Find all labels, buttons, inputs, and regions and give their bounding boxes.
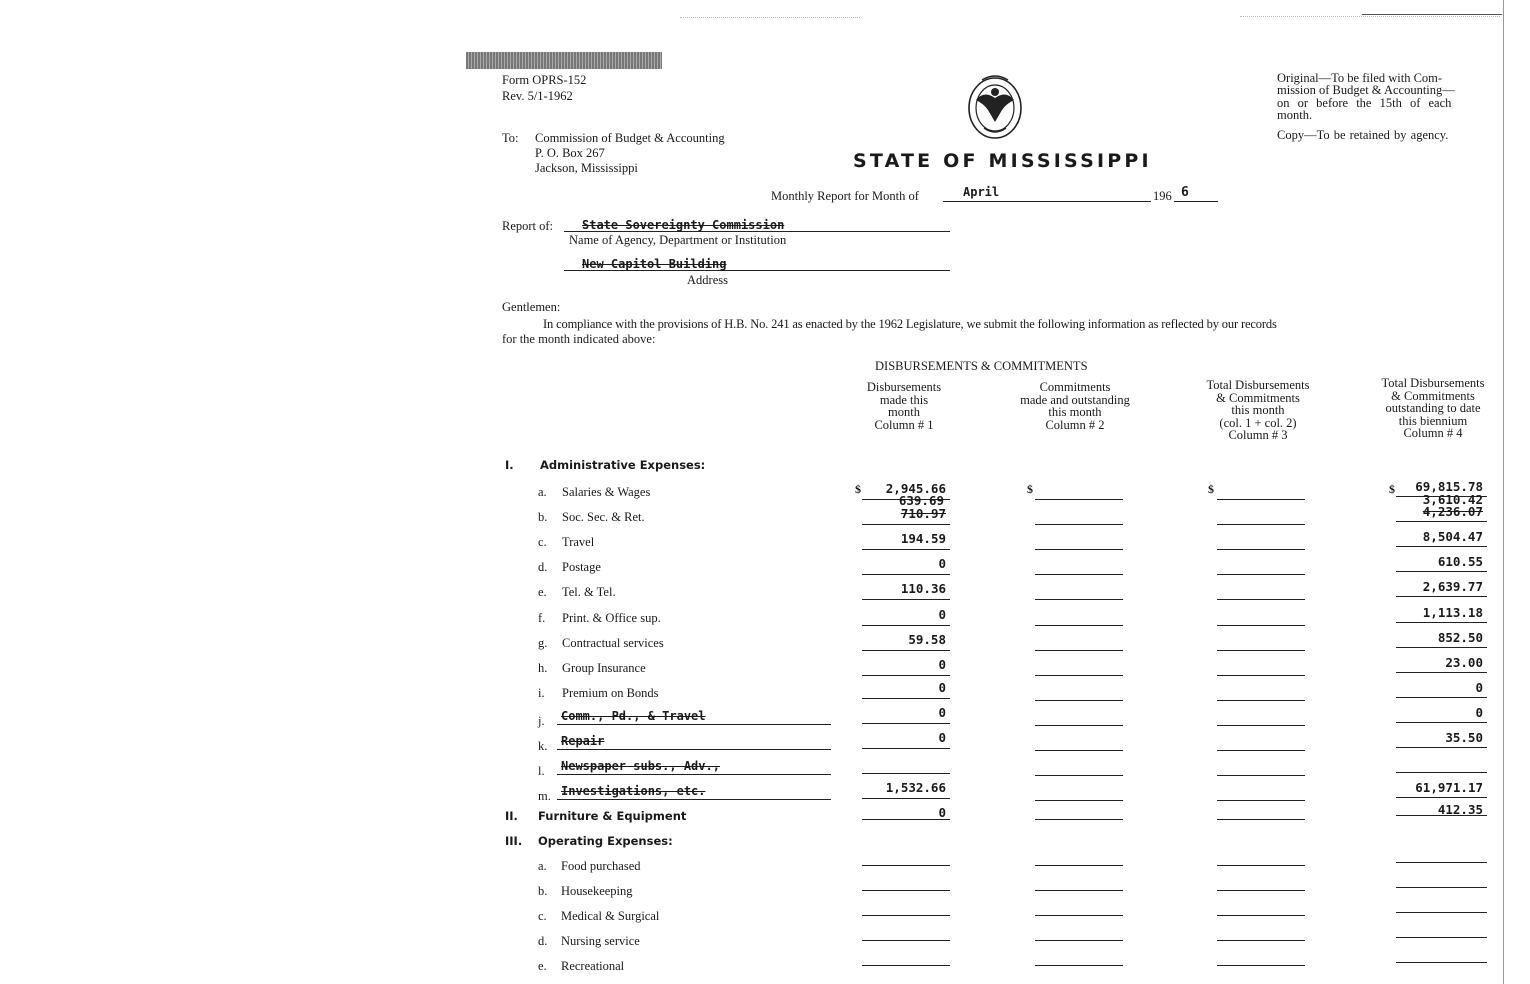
column-header-3: Total Disbursements & Commitments this month (col. 1 + col. 2) Column # 3	[1206, 378, 1310, 443]
row-label: Investigations, etc.	[561, 784, 706, 798]
row-col4-line	[1396, 797, 1487, 798]
row-col4-value: 0	[1475, 680, 1483, 695]
row-col1-value: 0	[938, 680, 946, 695]
report-of-label: Report of:	[502, 219, 554, 233]
salutation: Gentlemen:	[502, 300, 561, 314]
operating-col3-line	[1217, 890, 1305, 891]
row-col4-value: 35.50	[1445, 730, 1483, 745]
row-col1-line	[862, 698, 950, 699]
row-letter: d.	[538, 560, 548, 574]
row-col4-line	[1396, 546, 1487, 547]
row-col4-value: 69,815.78	[1415, 479, 1483, 494]
scan-artifact-bar	[466, 52, 662, 69]
row-col3-line	[1217, 675, 1305, 676]
row-col4-value: 852.50	[1437, 630, 1483, 645]
instruction-original-2: mission of Budget & Accounting—	[1277, 83, 1455, 97]
row-label: Salaries & Wages	[562, 485, 651, 499]
operating-row-letter: e.	[538, 959, 547, 973]
scan-artifact-line	[680, 17, 860, 18]
operating-col4-line	[1396, 862, 1487, 863]
row-col1-extra-value: 639.69	[898, 493, 944, 508]
row-label: Postage	[562, 560, 601, 574]
agency-address: New Capitol Building	[582, 257, 727, 271]
row-col3-line	[1217, 700, 1305, 701]
row-col4-line	[1396, 596, 1487, 597]
operating-col2-line	[1035, 865, 1123, 866]
operating-col1-line	[862, 865, 950, 866]
row-col2-line	[1035, 574, 1123, 575]
row-col1-value: 0	[938, 607, 946, 622]
row-col3-line	[1217, 650, 1305, 651]
row-col2-line	[1035, 675, 1123, 676]
row-col1-line	[862, 773, 950, 774]
row-col4-value: 4,236.07	[1422, 504, 1483, 519]
currency-symbol-col1: $	[855, 482, 861, 496]
letter-line-2: for the month indicated above:	[502, 332, 656, 346]
column-header-2: Commitments made and outstanding this month Column # 2	[1020, 380, 1130, 432]
row-col4-line	[1396, 722, 1487, 723]
instruction-original-4: month.	[1277, 108, 1313, 122]
operating-row-letter: c.	[538, 909, 547, 923]
row-col2-line	[1035, 700, 1123, 701]
row-col1-line	[862, 625, 950, 626]
report-month-label: Monthly Report for Month of	[771, 189, 919, 203]
row-col4-line	[1396, 521, 1487, 522]
row-col1-value: 59.58	[908, 632, 946, 647]
section-numeral-3: III.	[505, 834, 523, 848]
instruction-original-3: on or before the 15th of each	[1277, 96, 1452, 110]
row-label-line	[557, 749, 831, 750]
section-label-operating: Operating Expenses:	[538, 834, 673, 848]
section-label-furniture: Furniture & Equipment	[538, 809, 687, 823]
operating-col3-line	[1217, 865, 1305, 866]
row-col1-value: 110.36	[900, 581, 946, 596]
row-col4-value: 23.00	[1445, 655, 1483, 670]
row-col2-line	[1035, 775, 1123, 776]
row-col2-line	[1035, 750, 1123, 751]
row-col3-line	[1217, 775, 1305, 776]
row-col1-value: 0	[938, 556, 946, 571]
row-col1-value: 2,945.66	[885, 481, 946, 496]
row-label: Soc. Sec. & Ret.	[562, 510, 645, 524]
row-col2-line	[1035, 499, 1123, 500]
row-col3-line	[1217, 625, 1305, 626]
operating-col3-line	[1217, 965, 1305, 966]
furniture-col2-line	[1035, 819, 1123, 820]
operating-row-letter: b.	[538, 884, 548, 898]
operating-col4-line	[1396, 937, 1487, 938]
row-col4-line	[1396, 647, 1487, 648]
row-letter: i.	[538, 686, 545, 700]
row-col4-value: 1,113.18	[1422, 605, 1483, 620]
operating-col2-line	[1035, 940, 1123, 941]
operating-row-label: Housekeeping	[561, 884, 633, 898]
row-col3-line	[1217, 800, 1305, 801]
operating-col3-line	[1217, 915, 1305, 916]
row-col2-line	[1035, 650, 1123, 651]
report-year-prefix: 196	[1153, 189, 1172, 203]
row-col4-value: 0	[1475, 705, 1483, 720]
operating-row-letter: d.	[538, 934, 548, 948]
row-col4-line	[1396, 772, 1487, 773]
row-col2-line	[1035, 725, 1123, 726]
section-numeral-2: II.	[505, 809, 518, 823]
operating-col1-line	[862, 965, 950, 966]
row-col2-line	[1035, 549, 1123, 550]
row-col3-line	[1217, 725, 1305, 726]
row-col4-line	[1396, 571, 1487, 572]
currency-symbol-col3: $	[1208, 482, 1214, 496]
table-heading: DISBURSEMENTS & COMMITMENTS	[875, 359, 1088, 373]
row-col1-line	[862, 549, 950, 550]
row-col1-line	[862, 748, 950, 749]
row-col1-value: 1,532.66	[885, 780, 946, 795]
row-col3-line	[1217, 599, 1305, 600]
row-letter: f.	[538, 611, 546, 625]
row-col1-line	[862, 675, 950, 676]
row-col2-line	[1035, 524, 1123, 525]
operating-col2-line	[1035, 890, 1123, 891]
agency-caption: Name of Agency, Department or Institution	[569, 233, 787, 247]
operating-col4-line	[1396, 912, 1487, 913]
row-letter: g.	[538, 636, 548, 650]
row-col1-line	[862, 599, 950, 600]
form-revision: Rev. 5/1-1962	[502, 89, 573, 103]
row-col4-value: 610.55	[1437, 554, 1483, 569]
instruction-original-1: Original—To be filed with Com-	[1277, 71, 1443, 85]
row-col1-value: 0	[938, 657, 946, 672]
page-edge-top	[1362, 14, 1502, 15]
row-col4-line	[1396, 622, 1487, 623]
to-line-1: Commission of Budget & Accounting	[535, 131, 725, 145]
furniture-col4-value: 412.35	[1437, 802, 1483, 817]
row-letter: k.	[538, 739, 548, 753]
row-col4-line	[1396, 697, 1487, 698]
row-label: Group Insurance	[562, 661, 646, 675]
operating-row-label: Nursing service	[561, 934, 640, 948]
year-underline	[1174, 201, 1218, 202]
column-header-1: Disbursements made this month Column # 1	[866, 380, 942, 432]
row-letter: m.	[538, 789, 551, 803]
row-letter: l.	[538, 764, 545, 778]
row-letter: h.	[538, 661, 548, 675]
to-line-2: P. O. Box 267	[535, 146, 605, 160]
operating-col1-line	[862, 890, 950, 891]
row-label: Print. & Office sup.	[562, 611, 661, 625]
row-label: Tel. & Tel.	[562, 585, 616, 599]
operating-row-letter: a.	[538, 859, 547, 873]
section-numeral-1: I.	[505, 458, 514, 472]
row-label: Comm., Pd., & Travel	[561, 709, 706, 723]
row-col1-value: 710.97	[900, 506, 946, 521]
row-label: Premium on Bonds	[562, 686, 659, 700]
scan-artifact-line	[1240, 16, 1500, 17]
row-col1-line	[862, 723, 950, 724]
address-caption: Address	[687, 273, 728, 287]
row-col4-extra-value: 3,610.42	[1422, 492, 1483, 507]
row-col2-line	[1035, 599, 1123, 600]
row-col1-line	[862, 524, 950, 525]
row-col1-line	[862, 798, 950, 799]
row-label-line	[557, 774, 831, 775]
row-col3-line	[1217, 750, 1305, 751]
row-label: Contractual services	[562, 636, 664, 650]
furniture-col1-value: 0	[938, 805, 946, 820]
report-year-digit: 6	[1181, 185, 1189, 200]
row-letter: j.	[538, 714, 545, 728]
operating-row-label: Food purchased	[561, 859, 641, 873]
row-letter: c.	[538, 535, 547, 549]
currency-symbol-col2: $	[1027, 482, 1033, 496]
row-col4-value: 61,971.17	[1415, 780, 1483, 795]
row-col1-line	[862, 574, 950, 575]
operating-col2-line	[1035, 915, 1123, 916]
operating-col4-line	[1396, 887, 1487, 888]
operating-col1-line	[862, 915, 950, 916]
page-edge	[1503, 0, 1504, 984]
row-col4-line	[1396, 747, 1487, 748]
row-col1-value: 194.59	[900, 531, 946, 546]
state-seal-icon	[962, 70, 1028, 142]
row-col4-value: 2,639.77	[1422, 579, 1483, 594]
column-header-4: Total Disbursements & Commitments outstanding to date this biennium Column # 4	[1381, 376, 1485, 441]
row-col2-line	[1035, 800, 1123, 801]
letter-line-1: In compliance with the provisions of H.B. No. 241 as enacted by the 1962 Legislature, we submit the following information as reflected by our records	[543, 317, 1277, 331]
row-label: Repair	[561, 734, 605, 748]
currency-symbol-col4: $	[1389, 482, 1395, 496]
row-col4-line	[1396, 672, 1487, 673]
row-label-line	[557, 724, 831, 725]
to-line-3: Jackson, Mississippi	[535, 161, 638, 175]
operating-col3-line	[1217, 940, 1305, 941]
row-col1-value: 0	[938, 705, 946, 720]
operating-col4-line	[1396, 962, 1487, 963]
row-col1-value: 0	[938, 730, 946, 745]
row-col3-line	[1217, 549, 1305, 550]
row-col2-line	[1035, 625, 1123, 626]
furniture-col3-line	[1217, 819, 1305, 820]
section-label-admin: Administrative Expenses:	[540, 458, 706, 472]
month-underline	[943, 201, 1151, 202]
row-label-line	[557, 799, 831, 800]
to-label: To:	[502, 131, 519, 145]
operating-col1-line	[862, 940, 950, 941]
row-letter: e.	[538, 585, 547, 599]
row-col4-value: 8,504.47	[1422, 529, 1483, 544]
row-letter: a.	[538, 485, 547, 499]
page-title: STATE OF MISSISSIPPI	[853, 150, 1152, 172]
row-col3-line	[1217, 499, 1305, 500]
operating-col2-line	[1035, 965, 1123, 966]
instruction-copy: Copy—To be retained by agency.	[1277, 128, 1449, 142]
row-letter: b.	[538, 510, 548, 524]
operating-row-label: Recreational	[561, 959, 625, 973]
agency-name: State Sovereignty Commission	[582, 218, 785, 232]
operating-row-label: Medical & Surgical	[561, 909, 660, 923]
row-col3-line	[1217, 574, 1305, 575]
row-col1-line	[862, 650, 950, 651]
row-label: Travel	[562, 535, 595, 549]
form-number: Form OPRS-152	[502, 73, 587, 87]
row-col3-line	[1217, 524, 1305, 525]
row-label: Newspaper subs., Adv.,	[561, 759, 720, 773]
report-month-value: April	[963, 185, 1000, 199]
